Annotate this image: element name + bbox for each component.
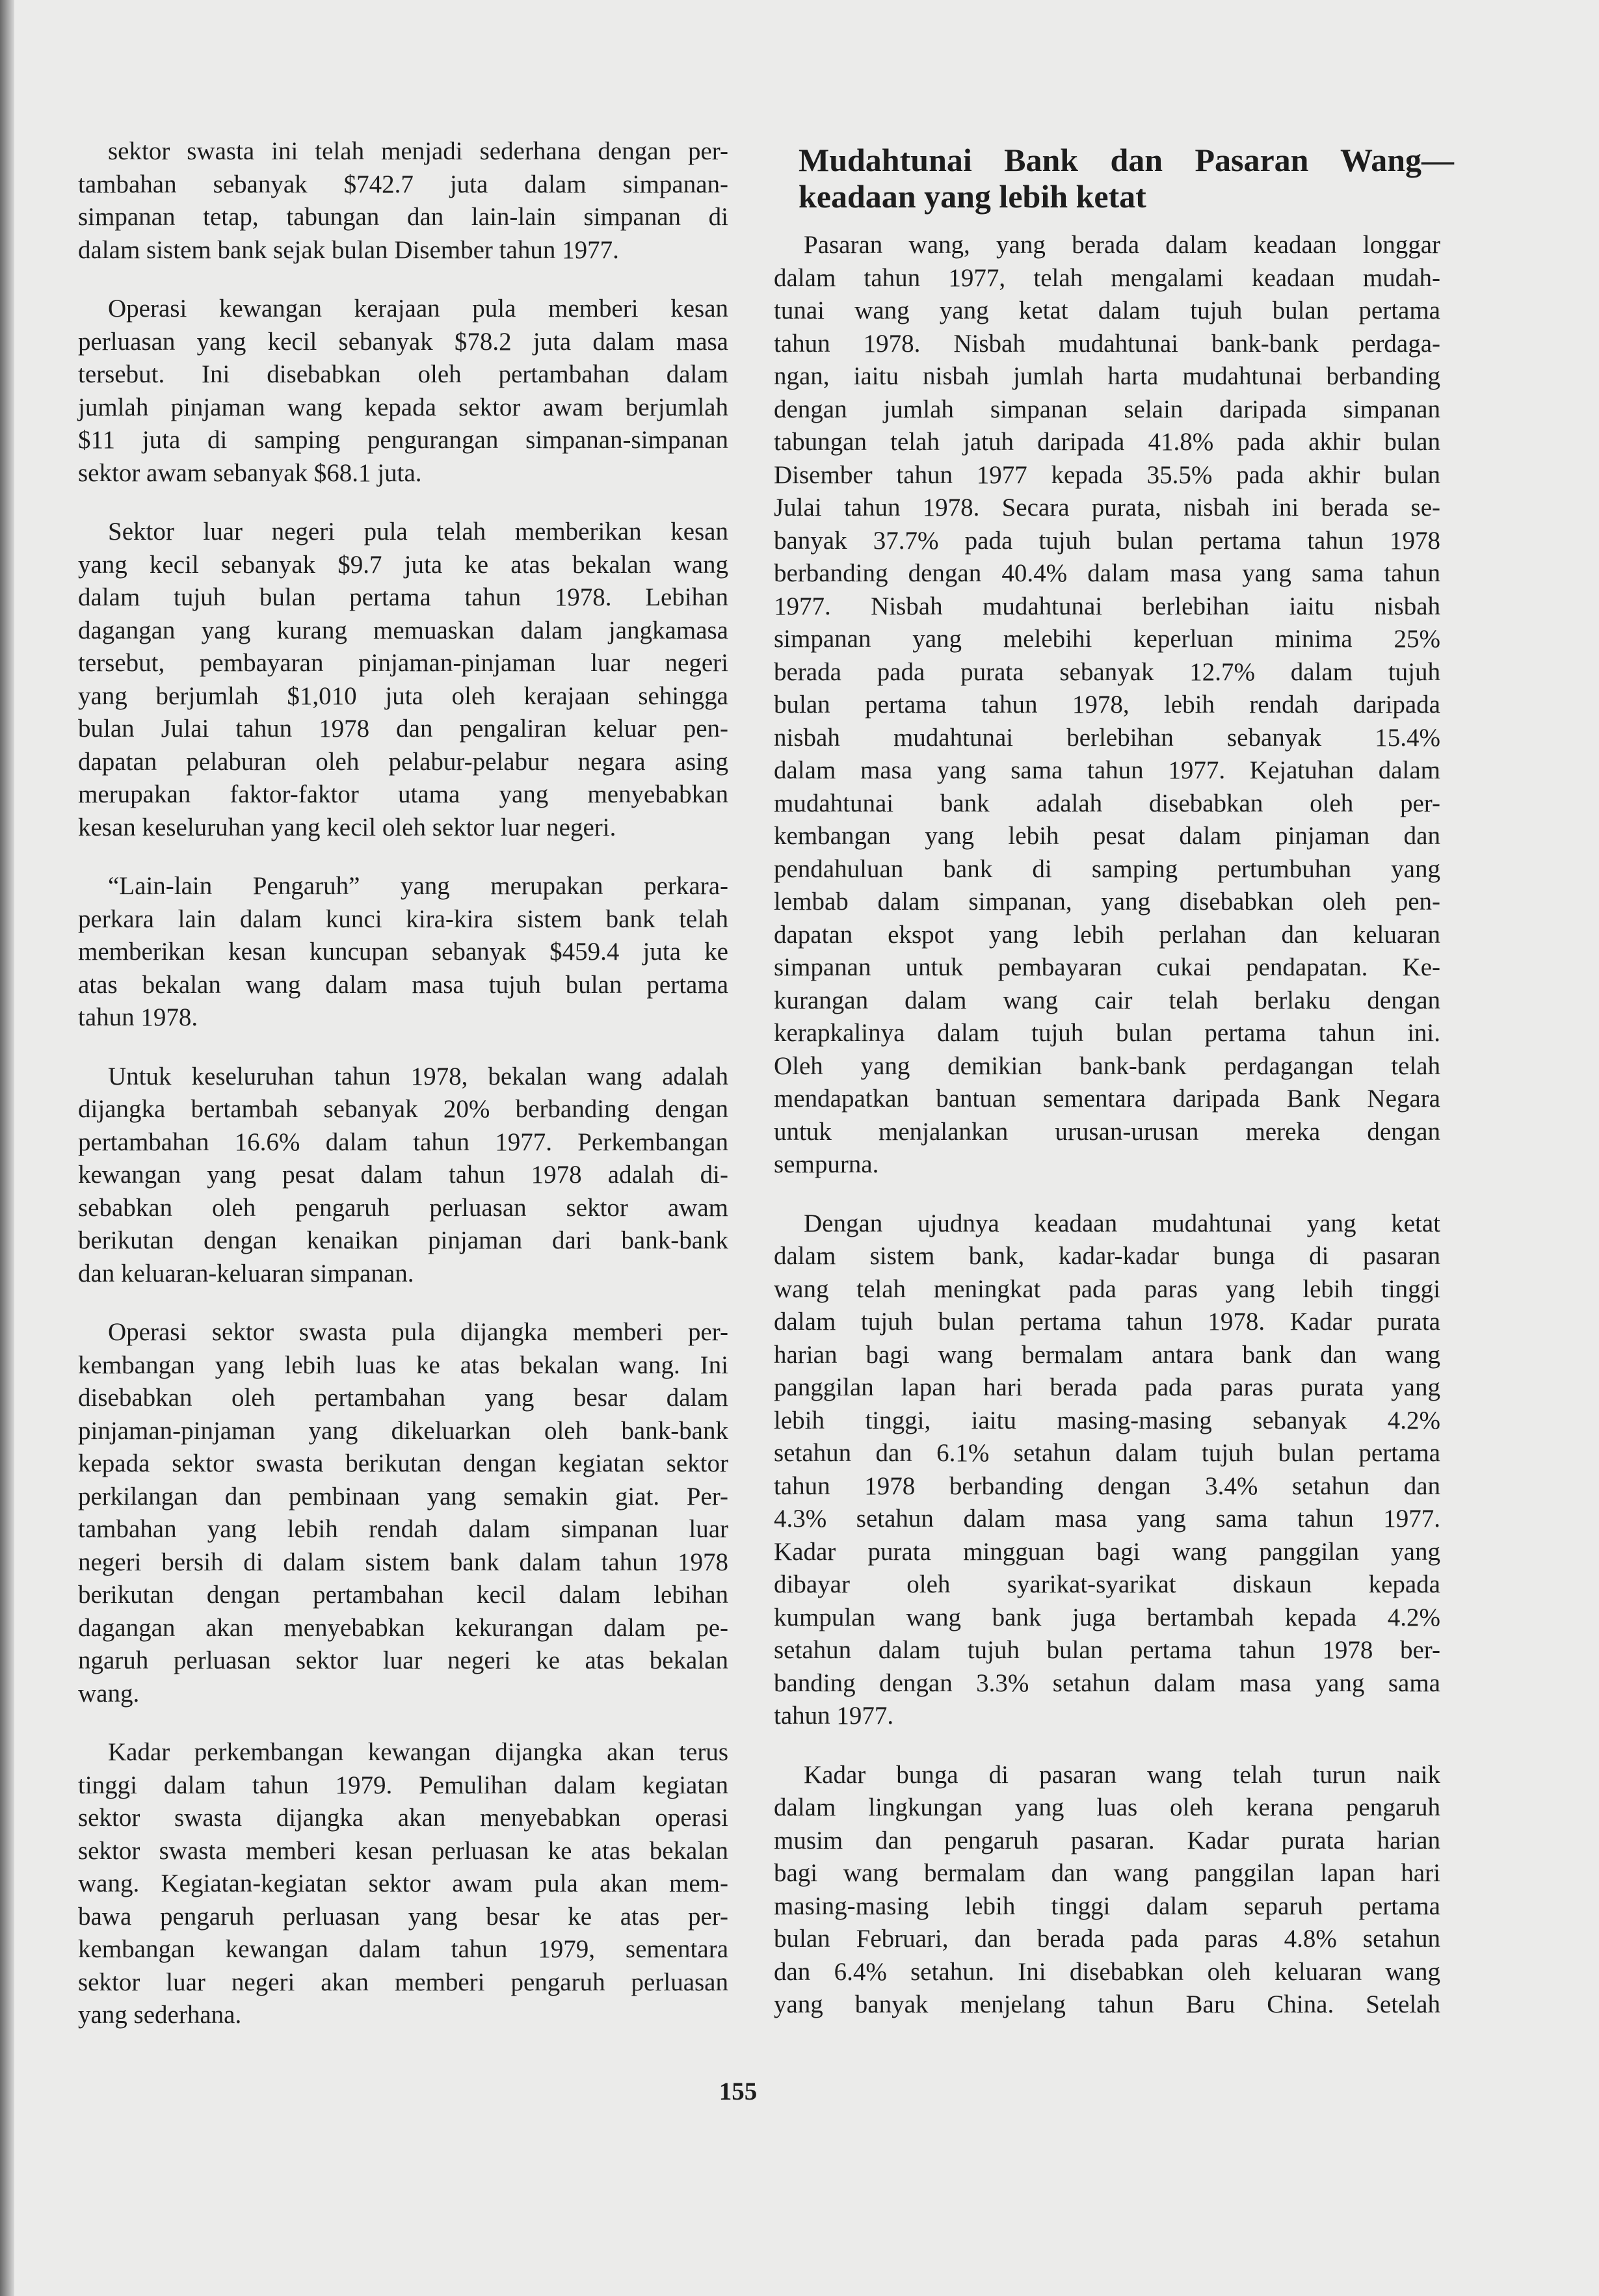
text-line: pinjaman-pinjaman yang dikeluarkan oleh bank-bank — [78, 1416, 728, 1445]
text-line: tahun 1978. — [78, 1003, 198, 1031]
heading-line: Mudahtunai Bank dan Pasaran Wang— — [799, 142, 1454, 178]
text-line: pendahuluan bank di samping pertumbuhan yang — [774, 854, 1440, 883]
text-line: Disember tahun 1977 kepada 35.5% pada akhir bulan — [774, 460, 1440, 489]
text-line: sebabkan oleh pengaruh perluasan sektor awam — [78, 1193, 728, 1222]
text-line: berbanding dengan 40.4% dalam masa yang sama tahun — [774, 559, 1440, 587]
text-line: panggilan lapan hari berada pada paras purata yang — [774, 1373, 1440, 1401]
text-line: kumpulan wang bank juga bertambah kepada 4.2% — [774, 1603, 1440, 1631]
text-line: 1977. Nisbah mudahtunai berlebihan iaitu nisbah — [774, 592, 1440, 620]
heading-line: keadaan yang lebih ketat — [799, 178, 1146, 215]
text-line: kurangan dalam wang cair telah berlaku dengan — [774, 986, 1440, 1014]
text-line: banding dengan 3.3% setahun dalam masa yang sama — [774, 1669, 1440, 1697]
text-line: jumlah pinjaman wang kepada sektor awam berjumlah — [78, 393, 728, 421]
text-line: Operasi sektor swasta pula dijangka memberi per- — [108, 1318, 728, 1346]
text-line: dan keluaran-keluaran simpanan. — [78, 1259, 414, 1287]
text-line: kembangan yang lebih luas ke atas bekalan wang. Ini — [78, 1351, 728, 1379]
text-line: banyak 37.7% pada tujuh bulan pertama tahun 1978 — [774, 526, 1440, 555]
text-line: dibayar oleh syarikat-syarikat diskaun kepada — [774, 1570, 1440, 1598]
text-line: berikutan dengan pertambahan kecil dalam lebihan — [78, 1581, 728, 1609]
text-line: simpanan yang melebihi keperluan minima 25% — [774, 625, 1440, 653]
paragraph — [78, 293, 728, 490]
text-line: atas bekalan wang dalam masa tujuh bulan pertama — [78, 970, 728, 999]
text-line: ngan, iaitu nisbah jumlah harta mudahtunai berbanding — [774, 362, 1440, 390]
text-line: dalam tujuh bulan pertama tahun 1978. Kadar purata — [774, 1308, 1440, 1336]
text-line: dalam tahun 1977, telah mengalami keadaan mudah- — [774, 263, 1440, 292]
text-line: sektor luar negeri akan memberi pengaruh perluasan — [78, 1968, 728, 1996]
text-line: bulan Julai tahun 1978 dan pengaliran keluar pen- — [78, 715, 728, 743]
text-line: “Lain-lain Pengaruh” yang merupakan perkara- — [108, 872, 728, 900]
text-line: tahun 1978. Nisbah mudahtunai bank-bank perdaga- — [774, 329, 1440, 358]
text-line: lebih tinggi, iaitu masing-masing sebanyak 4.2% — [774, 1406, 1440, 1434]
paragraph — [78, 135, 728, 267]
text-line: disebabkan oleh pertambahan yang besar dalam — [78, 1384, 728, 1412]
section-heading — [799, 142, 1454, 215]
text-line: wang telah meningkat pada paras yang lebih tinggi — [774, 1274, 1440, 1303]
text-line: yang sederhana. — [78, 2001, 242, 2029]
text-line: lembab dalam simpanan, yang disebabkan oleh pen- — [774, 888, 1440, 916]
text-line: $11 juta di samping pengurangan simpanan-simpanan — [78, 426, 728, 454]
text-line: yang banyak menjelang tahun Baru China. Setelah — [774, 1990, 1440, 2018]
text-line: nisbah mudahtunai berlebihan sebanyak 15.4% — [774, 723, 1440, 752]
text-line: sektor awam sebanyak $68.1 juta. — [78, 458, 422, 487]
text-line: dalam sistem bank sejak bulan Disember tahun 1977. — [78, 235, 619, 264]
text-line: dapatan pelaburan oleh pelabur-pelabur negara asing — [78, 747, 728, 776]
paragraph — [774, 1207, 1440, 1733]
text-line: tersebut, pembayaran pinjaman-pinjaman luar negeri — [78, 649, 728, 677]
text-line: Julai tahun 1978. Secara purata, nisbah ini berada se- — [774, 494, 1440, 521]
text-line: tambahan yang lebih rendah dalam simpanan luar — [78, 1515, 728, 1543]
paragraph — [78, 870, 728, 1035]
text-line: berada pada purata sebanyak 12.7% dalam tujuh — [774, 657, 1440, 686]
text-line: Dengan ujudnya keadaan mudahtunai yang ketat — [804, 1209, 1440, 1237]
text-line: tunai wang yang ketat dalam tujuh bulan pertama — [774, 297, 1440, 324]
text-line: 4.3% setahun dalam masa yang sama tahun 1977. — [774, 1505, 1440, 1533]
scan-page-edge — [0, 0, 14, 2296]
text-line: dagangan akan menyebabkan kekurangan dalam pe- — [78, 1613, 728, 1642]
text-line: bagi wang bermalam dan wang panggilan lapan hari — [774, 1859, 1440, 1887]
text-line: dengan jumlah simpanan selain daripada simpanan — [774, 395, 1440, 423]
text-line: merupakan faktor-faktor utama yang menyebabkan — [78, 780, 728, 808]
text-line: tahun 1978 berbanding dengan 3.4% setahun dan — [774, 1471, 1440, 1500]
text-line: bawa pengaruh perluasan yang besar ke atas per- — [78, 1902, 728, 1931]
text-line: dagangan yang kurang memuaskan dalam jangkamasa — [78, 616, 728, 644]
paragraph — [774, 229, 1440, 1181]
text-line: kewangan yang pesat dalam tahun 1978 adalah di- — [78, 1161, 728, 1189]
paragraph — [78, 1316, 728, 1710]
text-line: Kadar perkembangan kewangan dijangka akan terus — [108, 1738, 728, 1766]
text-line: kembangan yang lebih pesat dalam pinjaman dan — [774, 822, 1440, 850]
text-line: yang kecil sebanyak $9.7 juta ke atas bekalan wang — [78, 550, 728, 579]
text-line: untuk menjalankan urusan-urusan mereka dengan — [774, 1117, 1440, 1146]
text-line: ngaruh perluasan sektor luar negeri ke atas bekalan — [78, 1646, 728, 1674]
text-line: negeri bersih di dalam sistem bank dalam tahun 1978 — [78, 1548, 728, 1576]
text-line: wang. Kegiatan-kegiatan sektor awam pula akan mem- — [78, 1869, 728, 1897]
paragraph — [774, 1759, 1440, 2022]
page-number: 155 — [719, 2078, 758, 2105]
text-line: berikutan dengan kenaikan pinjaman dari bank-bank — [78, 1226, 728, 1254]
text-line: setahun dan 6.1% setahun dalam tujuh bulan pertama — [774, 1439, 1440, 1467]
text-line: pertambahan 16.6% dalam tahun 1977. Perkembangan — [78, 1128, 728, 1156]
text-line: dan 6.4% setahun. Ini disebabkan oleh keluaran wang — [774, 1957, 1440, 1986]
text-line: memberikan kesan kuncupan sebanyak $459.4 juta ke — [78, 938, 728, 966]
text-line: perluasan yang kecil sebanyak $78.2 juta dalam masa — [78, 327, 728, 356]
right-column — [774, 229, 1440, 2048]
text-line: dalam masa yang sama tahun 1977. Kejatuhan dalam — [774, 756, 1440, 784]
text-line: tambahan sebanyak $742.7 juta dalam simpanan- — [78, 170, 728, 198]
text-line: bulan pertama tahun 1978, lebih rendah daripada — [774, 691, 1440, 719]
text-line: tabungan telah jatuh daripada 41.8% pada akhir bulan — [774, 428, 1440, 456]
text-line: kepada sektor swasta berikutan dengan kegiatan sektor — [78, 1449, 728, 1477]
text-line: dalam tujuh bulan pertama tahun 1978. Lebihan — [78, 583, 728, 611]
text-line: mendapatkan bantuan sementara daripada Bank Negara — [774, 1085, 1440, 1113]
text-line: tersebut. Ini disebabkan oleh pertambahan dalam — [78, 360, 728, 388]
text-line: setahun dalam tujuh bulan pertama tahun 1978 ber- — [774, 1636, 1440, 1664]
text-line: perkara lain dalam kunci kira-kira sistem bank telah — [78, 904, 728, 933]
text-line: kerapkalinya dalam tujuh bulan pertama tahun ini. — [774, 1019, 1440, 1047]
text-line: tahun 1977. — [774, 1702, 894, 1730]
text-line: kembangan kewangan dalam tahun 1979, sementara — [78, 1935, 728, 1963]
text-line: perkilangan dan pembinaan yang semakin giat. Per- — [78, 1482, 728, 1511]
text-line: musim dan pengaruh pasaran. Kadar purata harian — [774, 1826, 1440, 1854]
text-line: tinggi dalam tahun 1979. Pemulihan dalam kegiatan — [78, 1771, 728, 1799]
text-line: yang berjumlah $1,010 juta oleh kerajaan sehingga — [78, 681, 728, 710]
text-line: Kadar purata mingguan bagi wang panggilan yang — [774, 1537, 1440, 1566]
text-line: simpanan tetap, tabungan dan lain-lain simpanan di — [78, 203, 728, 231]
text-line: sektor swasta ini telah menjadi sederhana dengan per- — [108, 137, 728, 165]
paragraph — [78, 1736, 728, 2032]
text-line: Untuk keseluruhan tahun 1978, bekalan wang adalah — [108, 1062, 728, 1090]
text-line: Sektor luar negeri pula telah memberikan kesan — [108, 518, 728, 546]
left-column — [78, 135, 728, 2058]
text-line: bulan Februari, dan berada pada paras 4.8% setahun — [774, 1925, 1440, 1953]
text-line: sektor swasta memberi kesan perluasan ke atas bekalan — [78, 1836, 728, 1865]
text-line: Pasaran wang, yang berada dalam keadaan longgar — [804, 231, 1440, 259]
paragraph — [78, 1061, 728, 1291]
text-line: Oleh yang demikian bank-bank perdagangan telah — [774, 1051, 1440, 1080]
text-line: dijangka bertambah sebanyak 20% berbanding dengan — [78, 1095, 728, 1123]
text-line: wang. — [78, 1679, 140, 1708]
text-line: sektor swasta dijangka akan menyebabkan operasi — [78, 1804, 728, 1832]
text-line: harian bagi wang bermalam antara bank dan wang — [774, 1340, 1440, 1369]
text-line: kesan keseluruhan yang kecil oleh sektor luar negeri. — [78, 813, 616, 841]
text-line: Operasi kewangan kerajaan pula memberi kesan — [108, 295, 728, 323]
text-line: simpanan untuk pembayaran cukai pendapatan. Ke- — [774, 953, 1440, 981]
text-line: dalam sistem bank, kadar-kadar bunga di pasaran — [774, 1242, 1440, 1270]
text-line: sempurna. — [774, 1150, 879, 1178]
text-line: masing-masing lebih tinggi dalam separuh pertama — [774, 1892, 1440, 1920]
text-line: mudahtunai bank adalah disebabkan oleh per- — [774, 789, 1440, 817]
text-line: Kadar bunga di pasaran wang telah turun naik — [804, 1760, 1440, 1789]
text-line: dapatan ekspot yang lebih perlahan dan keluaran — [774, 920, 1440, 949]
paragraph — [78, 516, 728, 844]
text-line: dalam lingkungan yang luas oleh kerana pengaruh — [774, 1793, 1440, 1821]
